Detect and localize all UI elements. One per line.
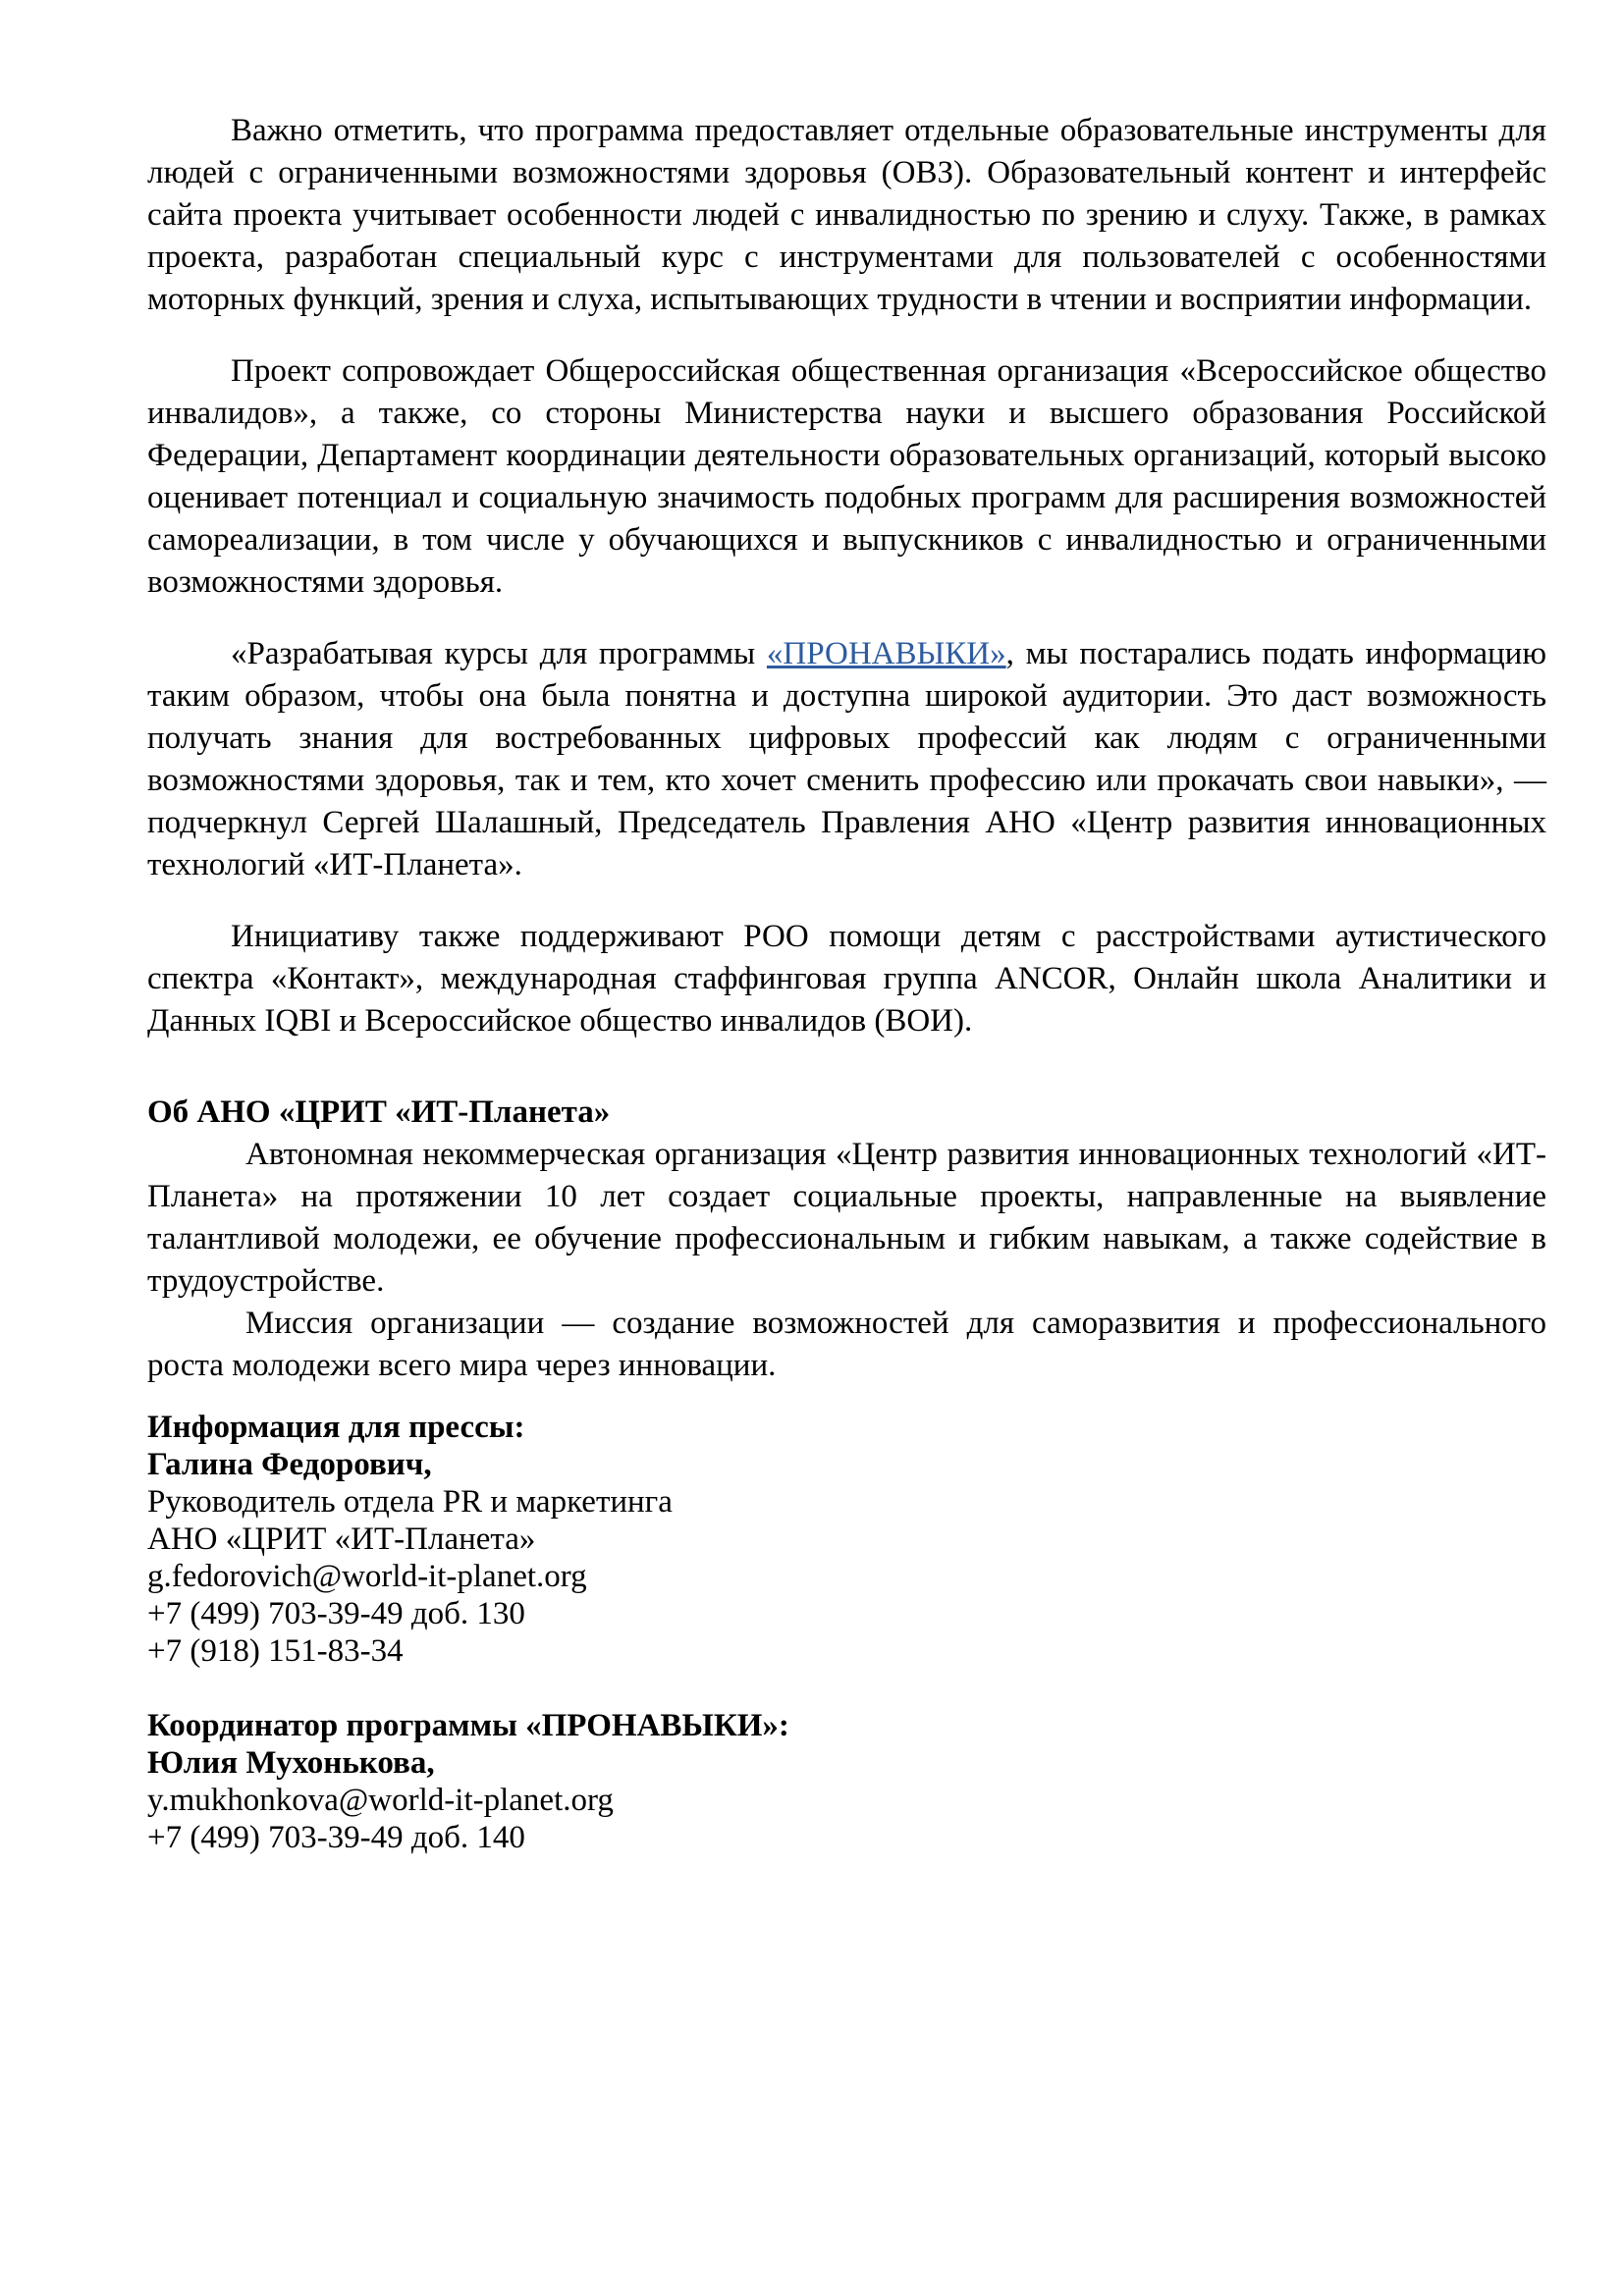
about-paragraph-mission: Миссия организации — создание возможностей для саморазвития и профессионального роста молодежи всего мира через инновации. bbox=[147, 1306, 1546, 1383]
coordinator-info-block bbox=[147, 1707, 1546, 1856]
about-paragraph-organization: Автономная некоммерческая организация «Центр развития инновационных технологий «ИТ-Планета» на протяжении 10 лет создает социальные проекты, направленные на выявление талантливой молодежи, ее обучение профессиональным и гибким навыкам, а также содействие в трудоустройстве. bbox=[147, 1137, 1546, 1299]
paragraph-project-support: Проект сопровождает Общероссийская общественная организация «Всероссийское общество инвалидов», а также, со стороны Министерства науки и высшего образования Российской Федерации, Департамент координации деятельности образовательных организаций, который высоко оценивает потенциал и социальную значимость подобных программ для расширения возможностей самореализации, в том числе у обучающихся и выпускников с инвалидностью и ограниченными возможностями здоровья. bbox=[147, 353, 1546, 600]
coordinator-heading: Координатор программы «ПРОНАВЫКИ»: bbox=[147, 1708, 789, 1743]
coordinator-phone: +7 (499) 703-39-49 доб. 140 bbox=[147, 1820, 525, 1855]
press-contact-phone-2: +7 (918) 151-83-34 bbox=[147, 1633, 404, 1669]
press-contact-email: g.fedorovich@world-it-planet.org bbox=[147, 1559, 587, 1594]
press-contact-role: Руководитель отдела PR и маркетинга bbox=[147, 1484, 673, 1520]
press-contact-name: Галина Федорович, bbox=[147, 1447, 432, 1482]
coordinator-name: Юлия Мухонькова, bbox=[147, 1745, 435, 1781]
about-section-heading: Об АНО «ЦРИТ «ИТ-Планета» bbox=[147, 1095, 611, 1130]
pronavyki-link[interactable]: «ПРОНАВЫКИ» bbox=[766, 636, 1006, 671]
coordinator-email: y.mukhonkova@world-it-planet.org bbox=[147, 1783, 614, 1818]
paragraph-initiative-support: Инициативу также поддерживают РОО помощи детям с расстройствами аутистического спектра «Контакт», международная стаффинговая группа ANCOR, Онлайн школа Аналитики и Данных IQBI и Всероссийское общество инвалидов (ВОИ). bbox=[147, 919, 1546, 1039]
press-contact-phone-1: +7 (499) 703-39-49 доб. 130 bbox=[147, 1596, 525, 1631]
paragraph-quote bbox=[147, 633, 1546, 886]
quote-text-after-link: , мы постарались подать информацию таким образом, чтобы она была понятна и доступна широкой аудитории. Это даст возможность получать знания для востребованных цифровых профессий как людям с ограниченными возможностями здоровья, так и тем, кто хочет сменить профессию или прокачать свои навыки», — подчеркнул Сергей Шалашный, Председатель Правления АНО «Центр развития инновационных технологий «ИТ-Планета». bbox=[147, 636, 1546, 882]
press-contact-organization: АНО «ЦРИТ «ИТ-Планета» bbox=[147, 1522, 536, 1557]
paragraph-important-note: Важно отметить, что программа предоставляет отдельные образовательные инструменты для людей с ограниченными возможностями здоровья (ОВЗ). Образовательный контент и интерфейс сайта проекта учитывает особенности людей с инвалидностью по зрению и слуху. Также, в рамках проекта, разработан специальный курс с инструментами для пользователей с особенностями моторных функций, зрения и слуха, испытывающих трудности в чтении и восприятии информации. bbox=[147, 113, 1546, 317]
press-info-heading: Информация для прессы: bbox=[147, 1410, 525, 1445]
quote-text-before-link: «Разрабатывая курсы для программы bbox=[231, 636, 767, 671]
press-info-block bbox=[147, 1409, 1546, 1670]
